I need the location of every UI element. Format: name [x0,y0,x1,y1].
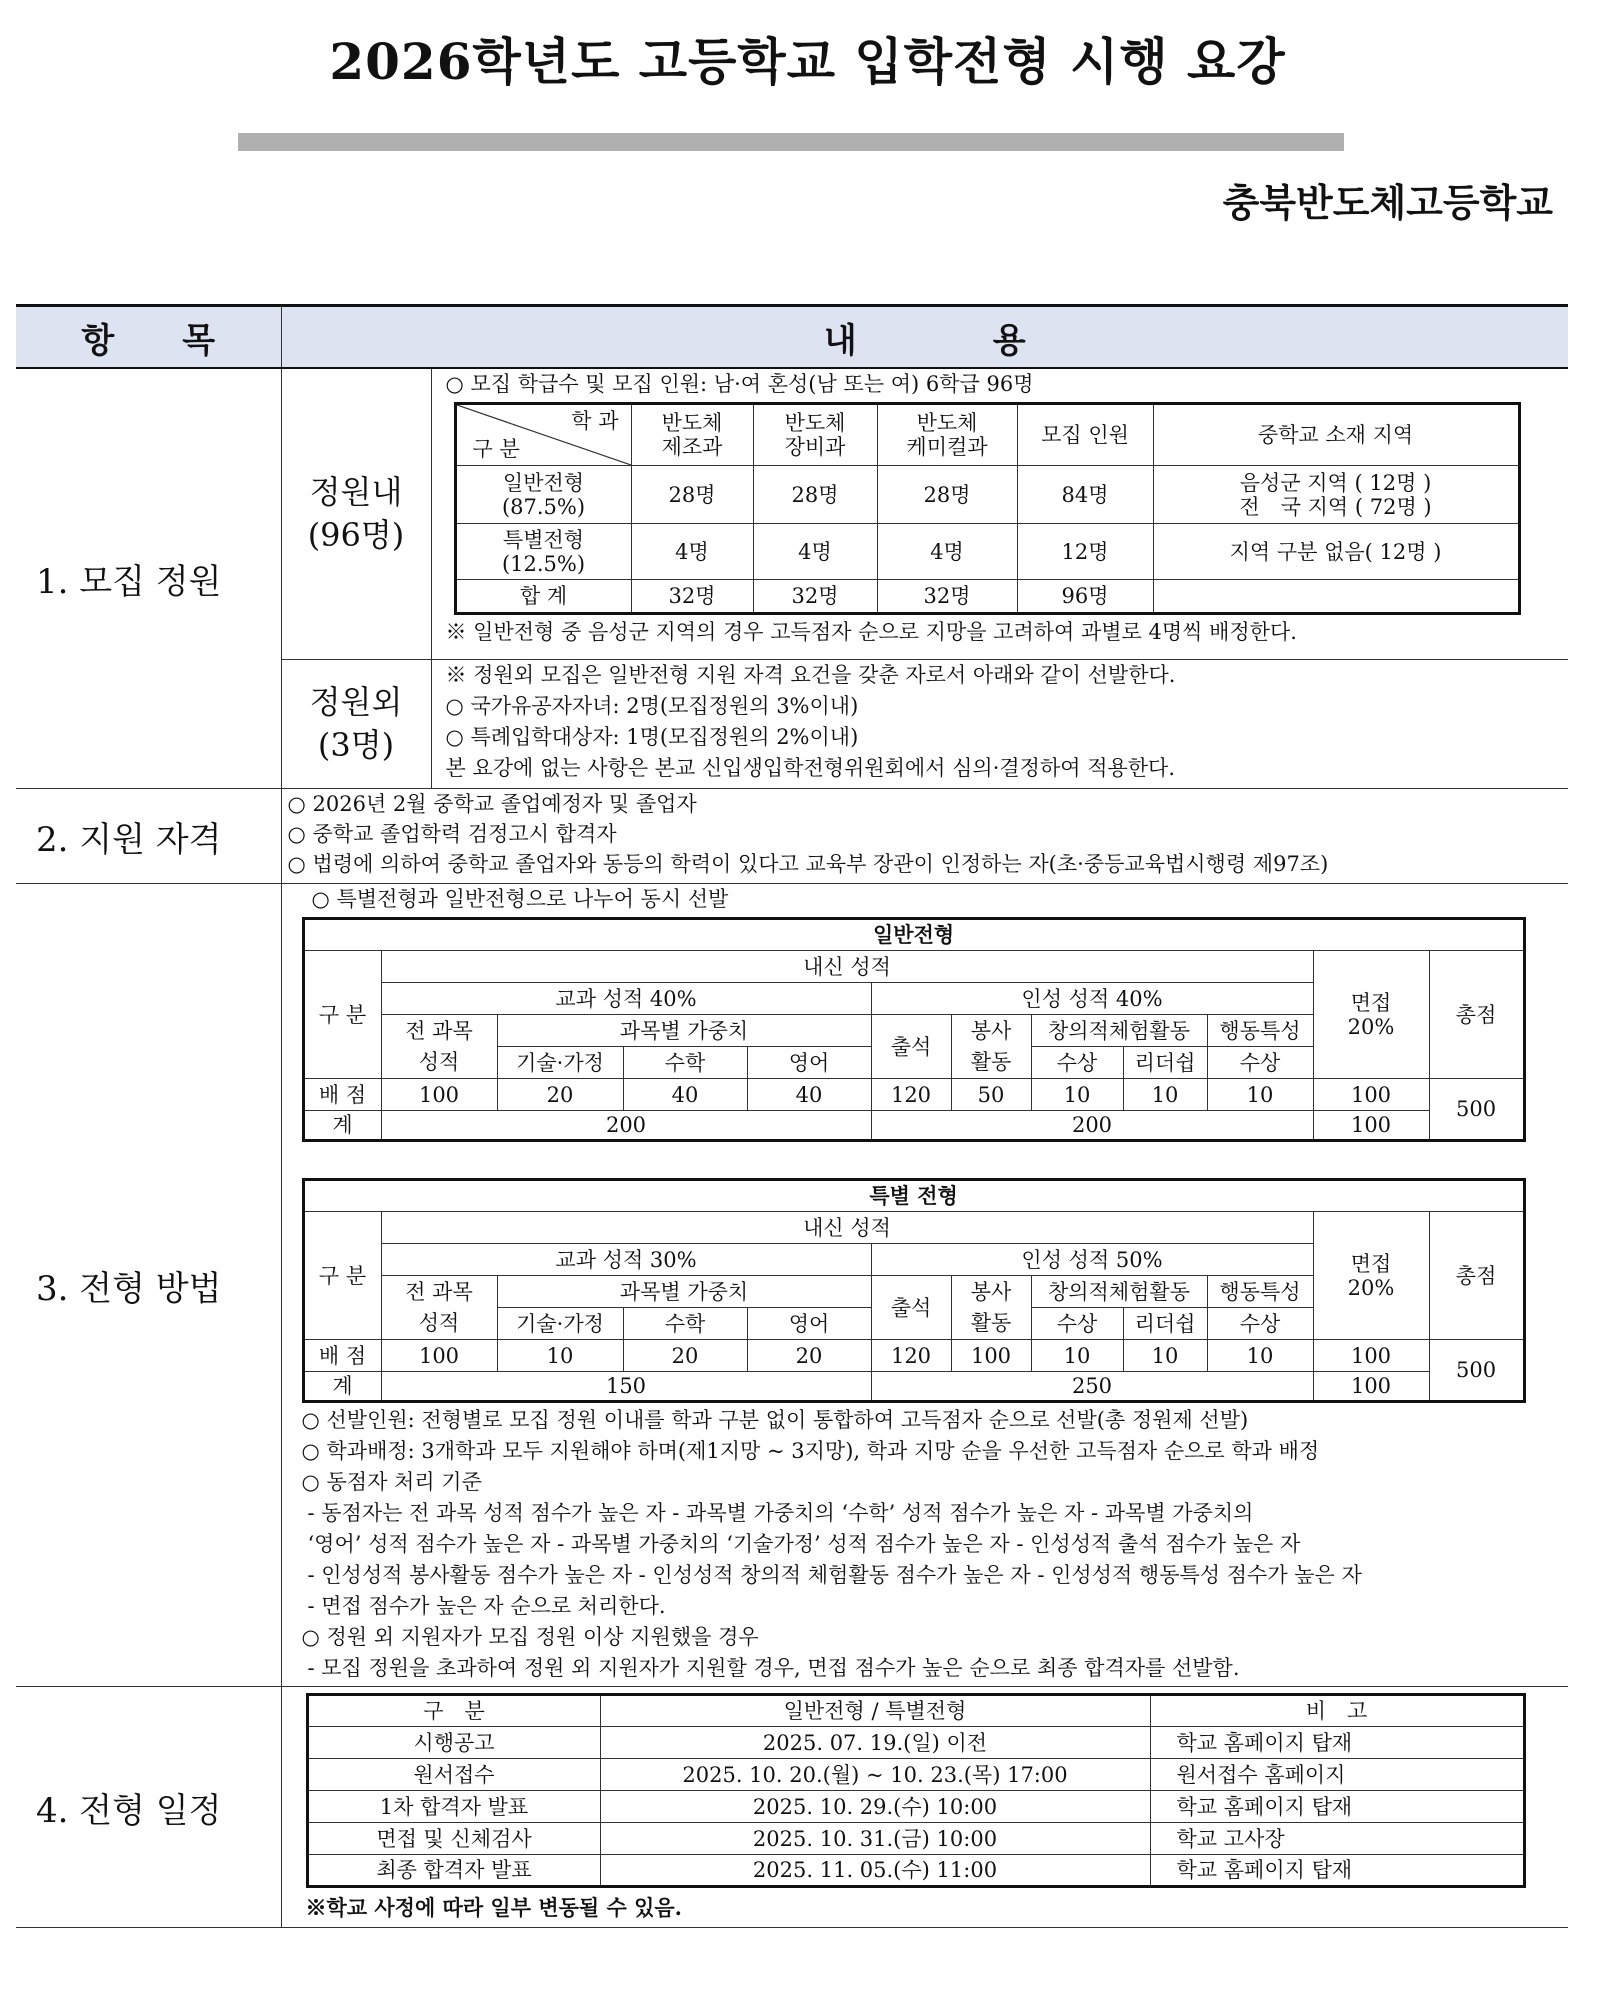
score-cell: 120 [871,1340,951,1372]
interview-pct: 20% [1347,1275,1395,1300]
general-title: 일반전형 [303,919,1524,951]
sched-cell: 2025. 11. 05.(수) 11:00 [600,1855,1150,1887]
general-eval-table [302,917,1526,1142]
region-cell: 지역 구분 없음( 12명 ) [1153,524,1519,580]
quota-intro: ○ 모집 학급수 및 모집 인원: 남·여 혼성(남 또는 여) 6학급 96명 [445,372,1034,396]
cell: 96명 [1017,580,1153,614]
quota-row-special [455,524,1519,580]
quota-note: ※ 일반전형 중 음성군 지역의 경우 고득점자 순으로 지망을 고려하여 과별로 4명씩 배정한다. [445,620,1297,644]
vol-bottom: 활동 [951,1047,1031,1079]
score-cell: 100 [1313,1340,1429,1372]
sched-cell: 학교 홈페이지 탑재 [1150,1727,1524,1759]
sched-cell: 원서접수 홈페이지 [1150,1759,1524,1791]
region-cell: 음성군 지역 ( 12명 ) 전 국 지역 ( 72명 ) [1153,466,1519,524]
gubun-cell: 구 분 [303,951,381,1079]
quota-in-label [281,368,431,660]
sum-cell: 200 [381,1111,871,1141]
schedule-row [307,1855,1524,1887]
score-cell: 10 [1207,1340,1313,1372]
attend-header: 출석 [871,1276,951,1340]
creative-header: 창의적체험활동 [1031,1015,1207,1047]
weight-header: 과목별 가중치 [497,1015,871,1047]
award2-header: 수상 [1207,1047,1313,1079]
character-pct: 인성 성적 40% [871,983,1313,1015]
naesin-header: 내신 성적 [381,1212,1313,1244]
quota-table [454,402,1521,615]
total-header: 총점 [1429,1212,1524,1340]
cell: 12명 [1017,524,1153,580]
sched-col-category: 구 분 [307,1695,600,1727]
sched-cell: 1차 합격자 발표 [307,1791,600,1823]
out-line: ○ 특례입학대상자: 1명(모집정원의 2%이내) [445,725,859,749]
quota-out-title: 정원외 [309,682,403,721]
method-line: - 동점자는 전 과목 성적 점수가 높은 자 - 과목별 가중치의 ‘수학’ 성적 점수가 높은 자 - 과목별 가중치의 [307,1501,1254,1525]
score-cell: 10 [497,1340,623,1372]
quota-row-general [455,466,1519,524]
score-cell: 20 [623,1340,747,1372]
score-cell: 40 [623,1079,747,1111]
section-1-label: 1. 모집 정원 [16,368,281,789]
sum-cell: 250 [871,1372,1313,1402]
col-dept-3: 반도체 케미컬과 [877,404,1017,466]
row-name: 특별전형 (12.5%) [455,524,631,580]
score-row-label: 배 점 [303,1079,381,1111]
section-4-row [16,1687,1568,1928]
tech-header: 기술·가정 [497,1308,623,1340]
math-header: 수학 [623,1047,747,1079]
vol-top: 봉사 [951,1276,1031,1308]
col-dept-2: 반도체 장비과 [753,404,877,466]
row-name: 합 계 [455,580,631,614]
score-cell: 10 [1031,1079,1123,1111]
score-cell: 20 [747,1340,871,1372]
method-intro: ○ 특별전형과 일반전형으로 나누어 동시 선발 [311,887,729,911]
sum-cell: 200 [871,1111,1313,1141]
out-line: ※ 정원외 모집은 일반전형 지원 자격 요건을 갖춘 자로서 아래와 같이 선발한다. [445,663,1176,687]
special-sum-row [303,1372,1524,1402]
sum-cell: 100 [1313,1111,1429,1141]
quota-row-total [455,580,1519,614]
all-subj-top: 전 과목 [381,1015,497,1047]
cell: 4명 [631,524,753,580]
vol-bottom: 활동 [951,1308,1031,1340]
score-cell: 120 [871,1079,951,1111]
subject-pct: 교과 성적 40% [381,983,871,1015]
interview-label: 면접 [1350,1251,1392,1276]
score-cell: 40 [747,1079,871,1111]
score-cell: 10 [1123,1340,1207,1372]
cell: 32명 [753,580,877,614]
col-region: 중학교 소재 지역 [1153,404,1519,466]
qual-line: ○ 2026년 2월 중학교 졸업예정자 및 졸업자 [287,792,697,816]
method-line: ○ 동점자 처리 기준 [301,1470,482,1494]
score-cell: 10 [1207,1079,1313,1111]
score-cell: 10 [1123,1079,1207,1111]
leader-header: 리더쉽 [1123,1308,1207,1340]
score-cell: 100 [951,1340,1031,1372]
all-subj-bottom: 성적 [381,1047,497,1079]
score-row-label: 배 점 [303,1340,381,1372]
interview-pct: 20% [1347,1014,1395,1039]
interview-header [1313,951,1429,1079]
section-3-label: 3. 전형 방법 [16,884,281,1687]
sched-cell: 시행공고 [307,1727,600,1759]
sched-cell: 2025. 07. 19.(일) 이전 [600,1727,1150,1759]
section-3-row [16,884,1568,1687]
header-content: 내 용 [281,306,1568,369]
total-cell: 500 [1429,1340,1524,1402]
eng-header: 영어 [747,1047,871,1079]
main-header-row [16,306,1568,369]
gubun-cell: 구 분 [303,1212,381,1340]
sched-cell: 최종 합격자 발표 [307,1855,600,1887]
out-line: 본 요강에 없는 사항은 본교 신입생입학전형위원회에서 심의·결정하여 적용한다. [445,756,1176,780]
weight-header: 과목별 가중치 [497,1276,871,1308]
method-line: - 면접 점수가 높은 자 순으로 처리한다. [307,1594,666,1618]
attend-header: 출석 [871,1015,951,1079]
qual-line: ○ 중학교 졸업학력 검정고시 합격자 [287,822,617,846]
sched-col-date: 일반전형 / 특별전형 [600,1695,1150,1727]
general-sum-row [303,1111,1524,1141]
quota-header-row [455,404,1519,466]
character-pct: 인성 성적 50% [871,1244,1313,1276]
schedule-header-row [307,1695,1524,1727]
schedule-row [307,1791,1524,1823]
behavior-header: 행동특성 [1207,1276,1313,1308]
sched-cell: 학교 고사장 [1150,1823,1524,1855]
sum-cell: 150 [381,1372,871,1402]
cell: 32명 [631,580,753,614]
admission-guide-table [16,304,1568,1928]
qual-line: ○ 법령에 의하여 중학교 졸업자와 동등의 학력이 있다고 교육부 장관이 인정하는 자(초·중등교육법시행령 제97조) [287,852,1329,876]
special-title: 특별 전형 [303,1180,1524,1212]
all-subj-top: 전 과목 [381,1276,497,1308]
method-line: ‘영어’ 성적 점수가 높은 자 - 과목별 가중치의 ‘기술가정’ 성적 점수가 높은 자 - 인성성적 출석 점수가 높은 자 [307,1532,1301,1556]
diag-bottom-label: 구 분 [472,437,520,461]
tech-header: 기술·가정 [497,1047,623,1079]
cell: 28명 [877,466,1017,524]
sum-cell: 100 [1313,1372,1429,1402]
sum-row-label: 계 [303,1111,381,1141]
score-cell: 50 [951,1079,1031,1111]
schedule-table [306,1693,1526,1888]
row-name: 일반전형 (87.5%) [455,466,631,524]
diag-top-label: 학 과 [571,409,619,433]
interview-label: 면접 [1350,990,1392,1015]
schedule-row [307,1823,1524,1855]
quota-out-label [281,660,431,789]
sched-cell: 학교 홈페이지 탑재 [1150,1855,1524,1887]
total-cell: 500 [1429,1079,1524,1141]
col-quota: 모집 인원 [1017,404,1153,466]
sched-cell: 2025. 10. 31.(금) 10:00 [600,1823,1150,1855]
col-dept-1: 반도체 제조과 [631,404,753,466]
special-score-row [303,1340,1524,1372]
award2-header: 수상 [1207,1308,1313,1340]
sched-col-note: 비 고 [1150,1695,1524,1727]
method-line: ○ 학과배정: 3개학과 모두 지원해야 하며(제1지망 ~ 3지망), 학과 지망 순을 우선한 고득점자 순으로 학과 배정 [301,1439,1320,1463]
method-line: - 모집 정원을 초과하여 정원 외 지원자가 지원할 경우, 면접 점수가 높은 순으로 최종 합격자를 선발함. [307,1656,1240,1680]
method-line: ○ 선발인원: 전형별로 모집 정원 이내를 학과 구분 없이 통합하여 고득점자 순으로 선발(총 정원제 선발) [301,1408,1249,1432]
section-2-label: 2. 지원 자격 [16,789,281,884]
sched-cell: 학교 홈페이지 탑재 [1150,1791,1524,1823]
leader-header: 리더쉽 [1123,1047,1207,1079]
score-cell: 10 [1031,1340,1123,1372]
title-underline-bar [238,133,1344,151]
eng-header: 영어 [747,1308,871,1340]
subject-pct: 교과 성적 30% [381,1244,871,1276]
cell: 28명 [753,466,877,524]
quota-in-title: 정원내 [309,472,403,511]
total-header: 총점 [1429,951,1524,1079]
method-line: - 인성성적 봉사활동 점수가 높은 자 - 인성성적 창의적 체험활동 점수가 높은 자 - 인성성적 행동특성 점수가 높은 자 [307,1563,1362,1587]
special-eval-table [302,1178,1526,1403]
quota-diagonal-cell [455,404,631,466]
section-1-row-in [16,368,1568,660]
sched-cell: 원서접수 [307,1759,600,1791]
all-subj-bottom: 성적 [381,1308,497,1340]
cell: 32명 [877,580,1017,614]
score-cell: 20 [497,1079,623,1111]
creative-header: 창의적체험활동 [1031,1276,1207,1308]
quota-in-count: (96명) [307,516,405,554]
section-2-row [16,789,1568,884]
sum-row-label: 계 [303,1372,381,1402]
school-name: 충북반도체고등학교 [1222,180,1553,225]
page-title: 2026학년도 고등학교 입학전형 시행 요강 [329,32,1286,91]
sched-cell: 면접 및 신체검사 [307,1823,600,1855]
award-header: 수상 [1031,1047,1123,1079]
score-cell: 100 [381,1340,497,1372]
behavior-header: 행동특성 [1207,1015,1313,1047]
naesin-header: 내신 성적 [381,951,1313,983]
schedule-note: ※학교 사정에 따라 일부 변동될 수 있음. [305,1895,682,1920]
out-line: ○ 국가유공자자녀: 2명(모집정원의 3%이내) [445,694,859,718]
interview-header [1313,1212,1429,1340]
sched-cell: 2025. 10. 29.(수) 10:00 [600,1791,1150,1823]
general-score-row [303,1079,1524,1111]
cell: 84명 [1017,466,1153,524]
cell: 4명 [877,524,1017,580]
schedule-row [307,1759,1524,1791]
vol-top: 봉사 [951,1015,1031,1047]
section-4-label: 4. 전형 일정 [16,1687,281,1928]
schedule-row [307,1727,1524,1759]
award-header: 수상 [1031,1308,1123,1340]
cell: 28명 [631,466,753,524]
header-item: 항 목 [16,306,281,369]
region-cell [1153,580,1519,614]
sched-cell: 2025. 10. 20.(월) ~ 10. 23.(목) 17:00 [600,1759,1150,1791]
math-header: 수학 [623,1308,747,1340]
quota-out-count: (3명) [317,726,395,764]
method-line: ○ 정원 외 지원자가 모집 정원 이상 지원했을 경우 [301,1625,759,1649]
cell: 4명 [753,524,877,580]
score-cell: 100 [381,1079,497,1111]
score-cell: 100 [1313,1079,1429,1111]
